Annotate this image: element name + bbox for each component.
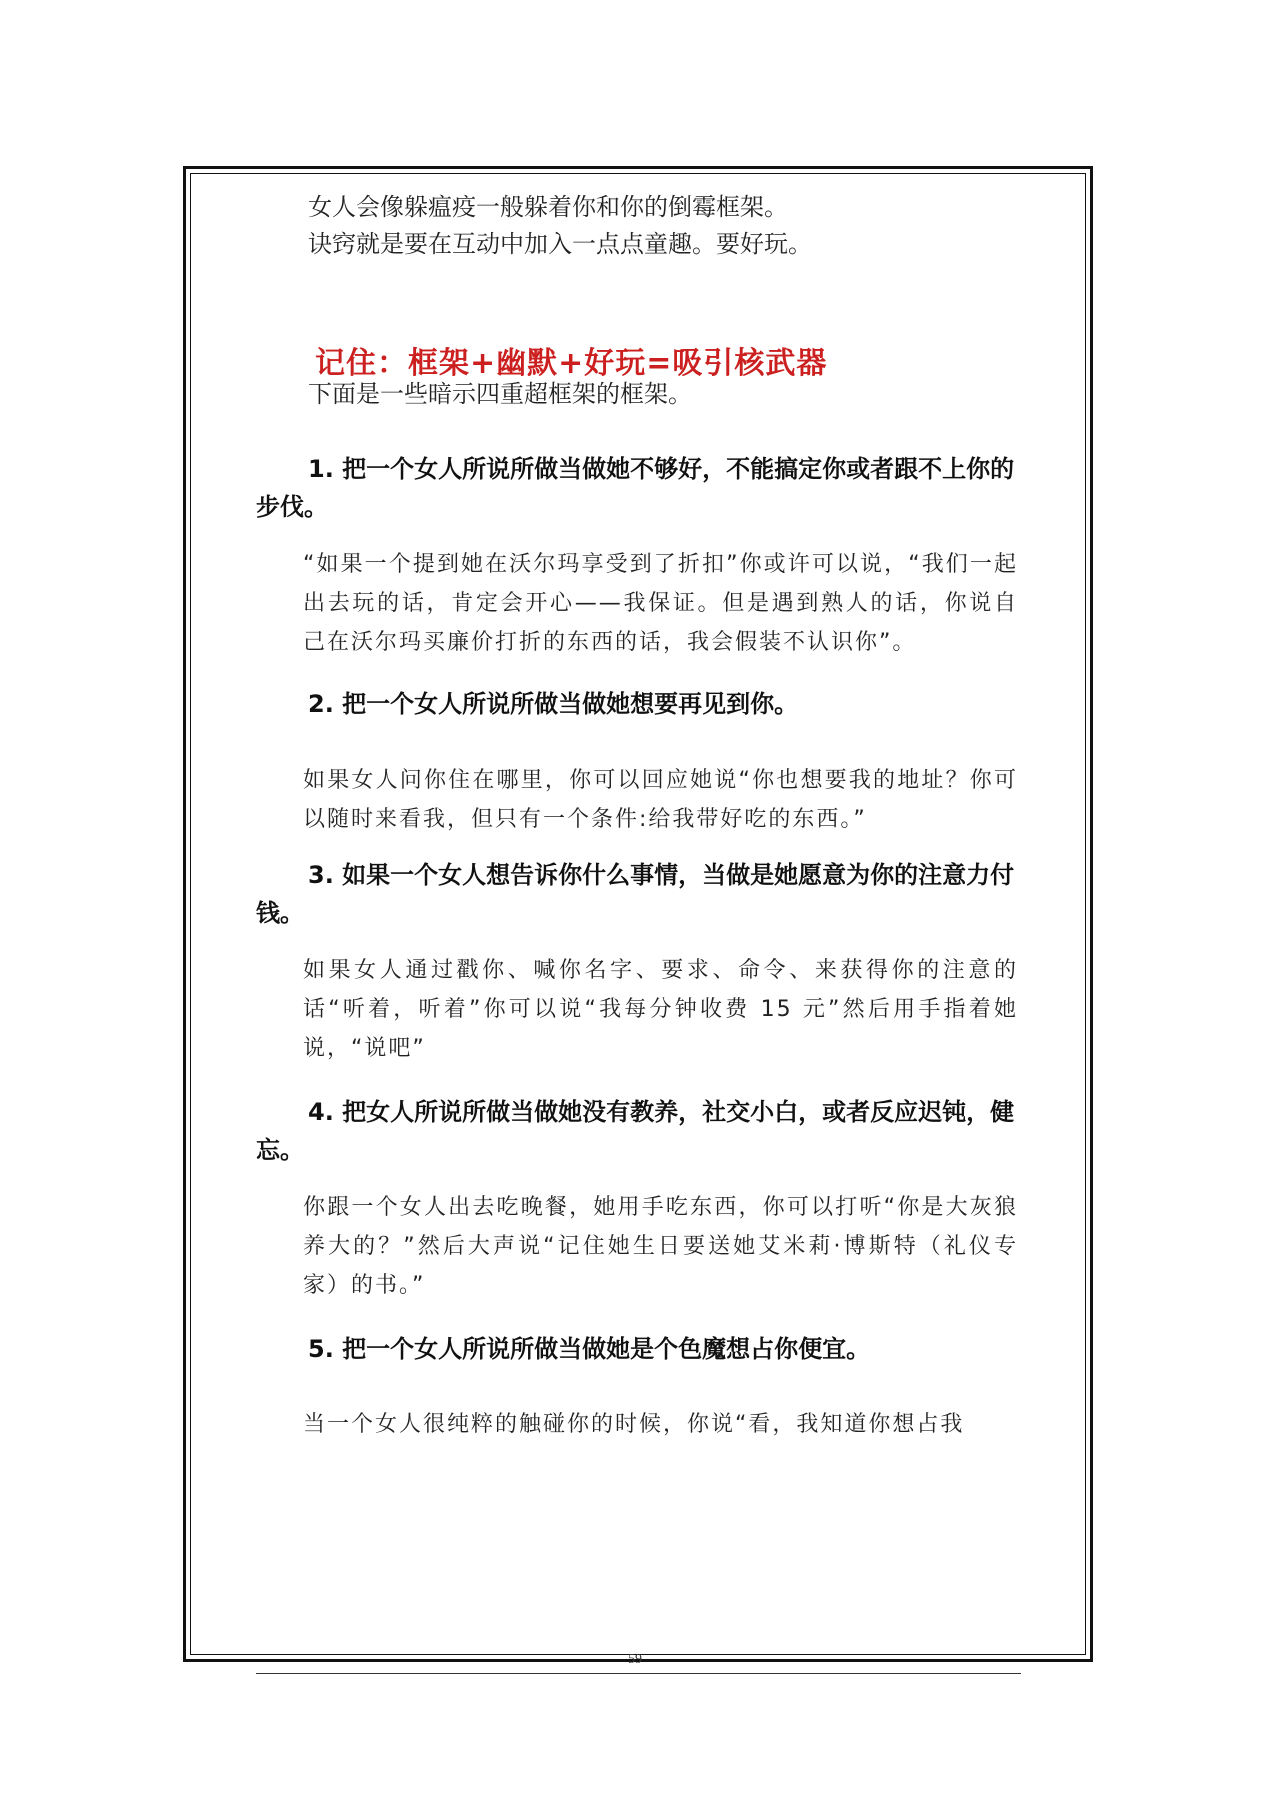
point-4-example: 你跟一个女人出去吃晚餐，她用手吃东西，你可以打听“你是大灰狼养大的？”然后大声说“记住她生日要送她艾米莉·博斯特（礼仪专家）的书。” (303, 1195, 1018, 1298)
point-5-heading: 5. 把一个女人所说所做当做她是个色魔想占你便宜。 (308, 1335, 871, 1363)
point-3-example: 如果女人通过戳你、喊你名字、要求、命令、来获得你的注意的话“听着，听着”你可以说“我每分钟收费 15 元”然后用手指着她说，“说吧” (303, 958, 1018, 1061)
point-2-example: 如果女人问你住在哪里，你可以回应她说“你也想要我的地址？你可以随时来看我，但只有一个条件:给我带好吃的东西。” (303, 768, 1018, 832)
point-3-heading: 3. 如果一个女人想告诉你什么事情，当做是她愿意为你的注意力付钱。 (256, 861, 1015, 927)
lead-text: 下面是一些暗示四重超框架的框架。 (308, 380, 692, 408)
page-content (190, 173, 1086, 1655)
point-4-heading: 4. 把女人所说所做当做她没有教养，社交小白，或者反应迟钝，健忘。 (256, 1098, 1015, 1164)
intro-line-1: 女人会像躲瘟疫一般躲着你和你的倒霉框架。 (308, 193, 788, 221)
point-1-heading: 1. 把一个女人所说所做当做她不够好，不能搞定你或者跟不上你的步伐。 (256, 455, 1015, 521)
point-1-example: “如果一个提到她在沃尔玛享受到了折扣”你或许可以说，“我们一起出去玩的话，肯定会开心——我保证。但是遇到熟人的话，你说自己在沃尔玛买廉价打折的东西的话，我会假装不认识你”。 (303, 552, 1018, 655)
intro-line-2: 诀窍就是要在互动中加入一点点童趣。要好玩。 (308, 230, 812, 258)
page-number: 59 (628, 1652, 642, 1667)
point-2-heading: 2. 把一个女人所说所做当做她想要再见到你。 (308, 690, 799, 718)
footer-rule (256, 1673, 1021, 1674)
motto-heading: 记住：框架+幽默+好玩=吸引核武器 (315, 346, 828, 381)
point-5-example: 当一个女人很纯粹的触碰你的时候，你说“看，我知道你想占我 (303, 1412, 965, 1437)
